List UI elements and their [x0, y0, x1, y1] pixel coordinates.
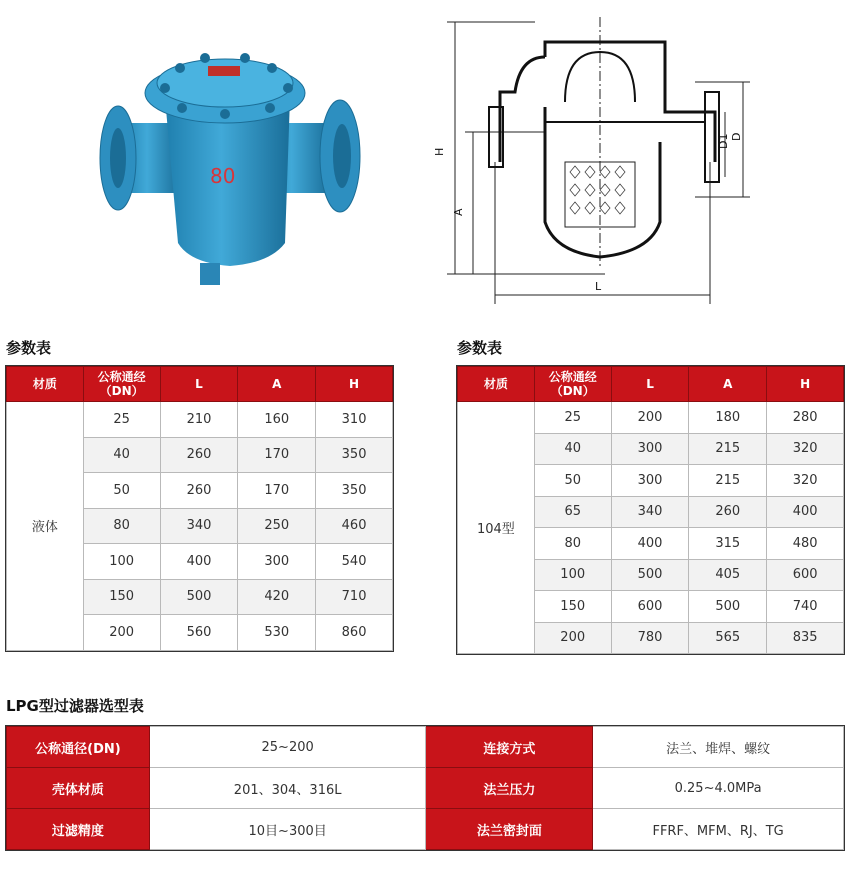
cell-h: 310 — [316, 402, 393, 438]
cell-a: 180 — [689, 402, 767, 434]
header-dn: 公称通经 （DN） — [534, 367, 611, 402]
cell-l: 400 — [160, 544, 238, 580]
cell-h: 320 — [767, 465, 844, 497]
cell-l: 600 — [611, 591, 689, 623]
cell-l: 500 — [160, 579, 238, 615]
cell-l: 340 — [160, 508, 238, 544]
cell-dn: 65 — [534, 496, 611, 528]
dim-label-h: H — [433, 147, 446, 156]
cell-l: 200 — [611, 402, 689, 434]
cell-a: 405 — [689, 559, 767, 591]
cell-a: 530 — [238, 615, 316, 651]
selection-title: LPG型过滤器选型表 — [6, 697, 144, 715]
cell-l: 500 — [611, 559, 689, 591]
cell-dn: 40 — [534, 433, 611, 465]
cell-a: 170 — [238, 437, 316, 473]
cell-a: 250 — [238, 508, 316, 544]
cell-dn: 50 — [83, 473, 160, 509]
cell-h: 740 — [767, 591, 844, 623]
cell-h: 350 — [316, 437, 393, 473]
cell-h: 350 — [316, 473, 393, 509]
dim-label-l: L — [595, 280, 602, 293]
header-h: H — [767, 367, 844, 402]
spec-key: 壳体材质 — [7, 768, 150, 809]
cell-l: 340 — [611, 496, 689, 528]
parameter-table-2 — [457, 366, 844, 654]
cell-a: 420 — [238, 579, 316, 615]
cell-a: 170 — [238, 473, 316, 509]
spec-value: 25~200 — [149, 727, 426, 768]
dim-label-d: D — [730, 132, 743, 141]
table1-title: 参数表 — [6, 339, 52, 357]
dim-label-d1: D1 — [717, 133, 730, 149]
spec-value: 0.25~4.0MPa — [593, 768, 844, 809]
cell-h: 835 — [767, 622, 844, 654]
parameter-table-1 — [6, 366, 393, 651]
technical-drawing — [425, 12, 765, 312]
cell-h: 540 — [316, 544, 393, 580]
spec-key: 法兰密封面 — [426, 809, 593, 850]
header-h: H — [316, 367, 393, 402]
cell-dn: 100 — [83, 544, 160, 580]
cell-dn: 200 — [534, 622, 611, 654]
header-l: L — [160, 367, 238, 402]
header-material: 材质 — [458, 367, 535, 402]
table2-title: 参数表 — [457, 339, 503, 357]
dim-label-a: A — [452, 208, 465, 216]
cell-l: 260 — [160, 437, 238, 473]
header-dn: 公称通经 （DN） — [83, 367, 160, 402]
cell-dn: 150 — [534, 591, 611, 623]
cell-dn: 50 — [534, 465, 611, 497]
table-row — [7, 768, 844, 809]
cell-l: 300 — [611, 465, 689, 497]
spec-value: 法兰、堆焊、螺纹 — [593, 727, 844, 768]
material-cell: 液体 — [7, 402, 84, 651]
table-row — [458, 402, 844, 434]
cell-l: 260 — [160, 473, 238, 509]
cell-l: 780 — [611, 622, 689, 654]
spec-key: 法兰压力 — [426, 768, 593, 809]
spec-key: 过滤精度 — [7, 809, 150, 850]
cell-dn: 25 — [534, 402, 611, 434]
cell-h: 480 — [767, 528, 844, 560]
cell-a: 315 — [689, 528, 767, 560]
product-photo — [90, 28, 380, 298]
spec-value: 201、304、316L — [149, 768, 426, 809]
cell-dn: 150 — [83, 579, 160, 615]
cell-h: 710 — [316, 579, 393, 615]
cell-l: 210 — [160, 402, 238, 438]
cell-a: 260 — [689, 496, 767, 528]
cell-a: 215 — [689, 433, 767, 465]
cell-l: 400 — [611, 528, 689, 560]
header-l: L — [611, 367, 689, 402]
product-marking: 80 — [210, 164, 236, 188]
cell-a: 565 — [689, 622, 767, 654]
table-row — [7, 727, 844, 768]
cell-h: 400 — [767, 496, 844, 528]
cell-l: 560 — [160, 615, 238, 651]
header-material: 材质 — [7, 367, 84, 402]
cell-dn: 40 — [83, 437, 160, 473]
spec-value: FFRF、MFM、RJ、TG — [593, 809, 844, 850]
cell-h: 860 — [316, 615, 393, 651]
table-row — [7, 809, 844, 850]
spec-value: 10目~300目 — [149, 809, 426, 850]
cell-dn: 80 — [534, 528, 611, 560]
cell-h: 600 — [767, 559, 844, 591]
cell-dn: 100 — [534, 559, 611, 591]
cell-h: 460 — [316, 508, 393, 544]
cell-dn: 200 — [83, 615, 160, 651]
header-a: A — [689, 367, 767, 402]
cell-dn: 25 — [83, 402, 160, 438]
cell-h: 280 — [767, 402, 844, 434]
table-row — [7, 402, 393, 438]
cell-h: 320 — [767, 433, 844, 465]
cell-a: 300 — [238, 544, 316, 580]
cell-a: 500 — [689, 591, 767, 623]
selection-table — [6, 726, 844, 850]
header-a: A — [238, 367, 316, 402]
spec-key: 连接方式 — [426, 727, 593, 768]
cell-dn: 80 — [83, 508, 160, 544]
cell-a: 215 — [689, 465, 767, 497]
cell-l: 300 — [611, 433, 689, 465]
spec-key: 公称通径(DN) — [7, 727, 150, 768]
cell-a: 160 — [238, 402, 316, 438]
material-cell: 104型 — [458, 402, 535, 654]
